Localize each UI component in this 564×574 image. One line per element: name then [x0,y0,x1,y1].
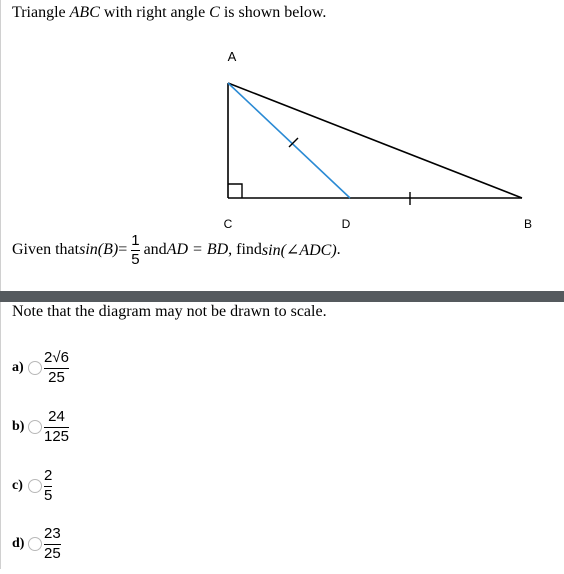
given-sin-b: sin(B) [79,241,119,258]
right-angle-marker [228,184,242,198]
option-letter: b) [12,419,25,434]
option-letter: d) [12,536,25,551]
given-ad-equals-bd: AD = BD [166,241,229,258]
label-c: C [223,217,233,231]
option-b-numerator: 24 [48,408,65,425]
segment-ad [228,83,350,198]
title-triangle-name: ABC [69,4,100,21]
given-fraction-numerator: 1 [131,231,140,249]
option-a-denominator: 25 [48,368,65,386]
title-prefix: Triangle [12,4,70,21]
option-d-radio[interactable] [28,537,42,551]
option-c[interactable] [12,456,52,516]
given-fraction-denominator: 5 [131,250,140,268]
option-d-numerator: 23 [44,525,61,542]
title-suffix: is shown below. [219,4,327,21]
option-c-numerator: 2 [44,467,53,484]
option-letter: a) [12,360,24,375]
option-a-numerator: 2√6 [44,349,69,366]
option-c-fraction [44,468,52,504]
label-b: B [523,217,533,231]
label-d: D [341,217,351,231]
option-d-denominator: 25 [44,544,61,562]
option-b-denominator: 125 [44,427,70,445]
section-separator [0,291,564,302]
given-equals: = [118,241,128,258]
option-a[interactable] [12,338,69,398]
title-middle: with right angle [99,4,210,21]
given-find: , find [228,241,262,258]
option-c-denominator: 5 [44,486,53,504]
given-and: and [143,241,167,258]
option-c-radio[interactable] [28,479,42,493]
scale-note: Note that the diagram may not be drawn to scale. [12,303,327,320]
option-b[interactable] [12,397,69,457]
option-b-fraction [44,409,69,445]
option-d-fraction [44,526,61,562]
label-a: A [227,49,237,64]
given-period: . [336,241,341,258]
option-a-fraction [44,350,69,386]
triangle-diagram [0,0,564,240]
given-prefix: Given that [12,241,80,258]
given-statement [12,228,341,272]
side-ab [228,83,522,198]
given-fraction [131,233,139,268]
given-target: sin(∠ADC) [261,242,337,259]
title-angle-vertex: C [209,4,220,21]
option-letter: c) [12,478,23,493]
option-d[interactable] [12,514,61,574]
option-a-radio[interactable] [28,361,42,375]
option-b-radio[interactable] [28,420,42,434]
